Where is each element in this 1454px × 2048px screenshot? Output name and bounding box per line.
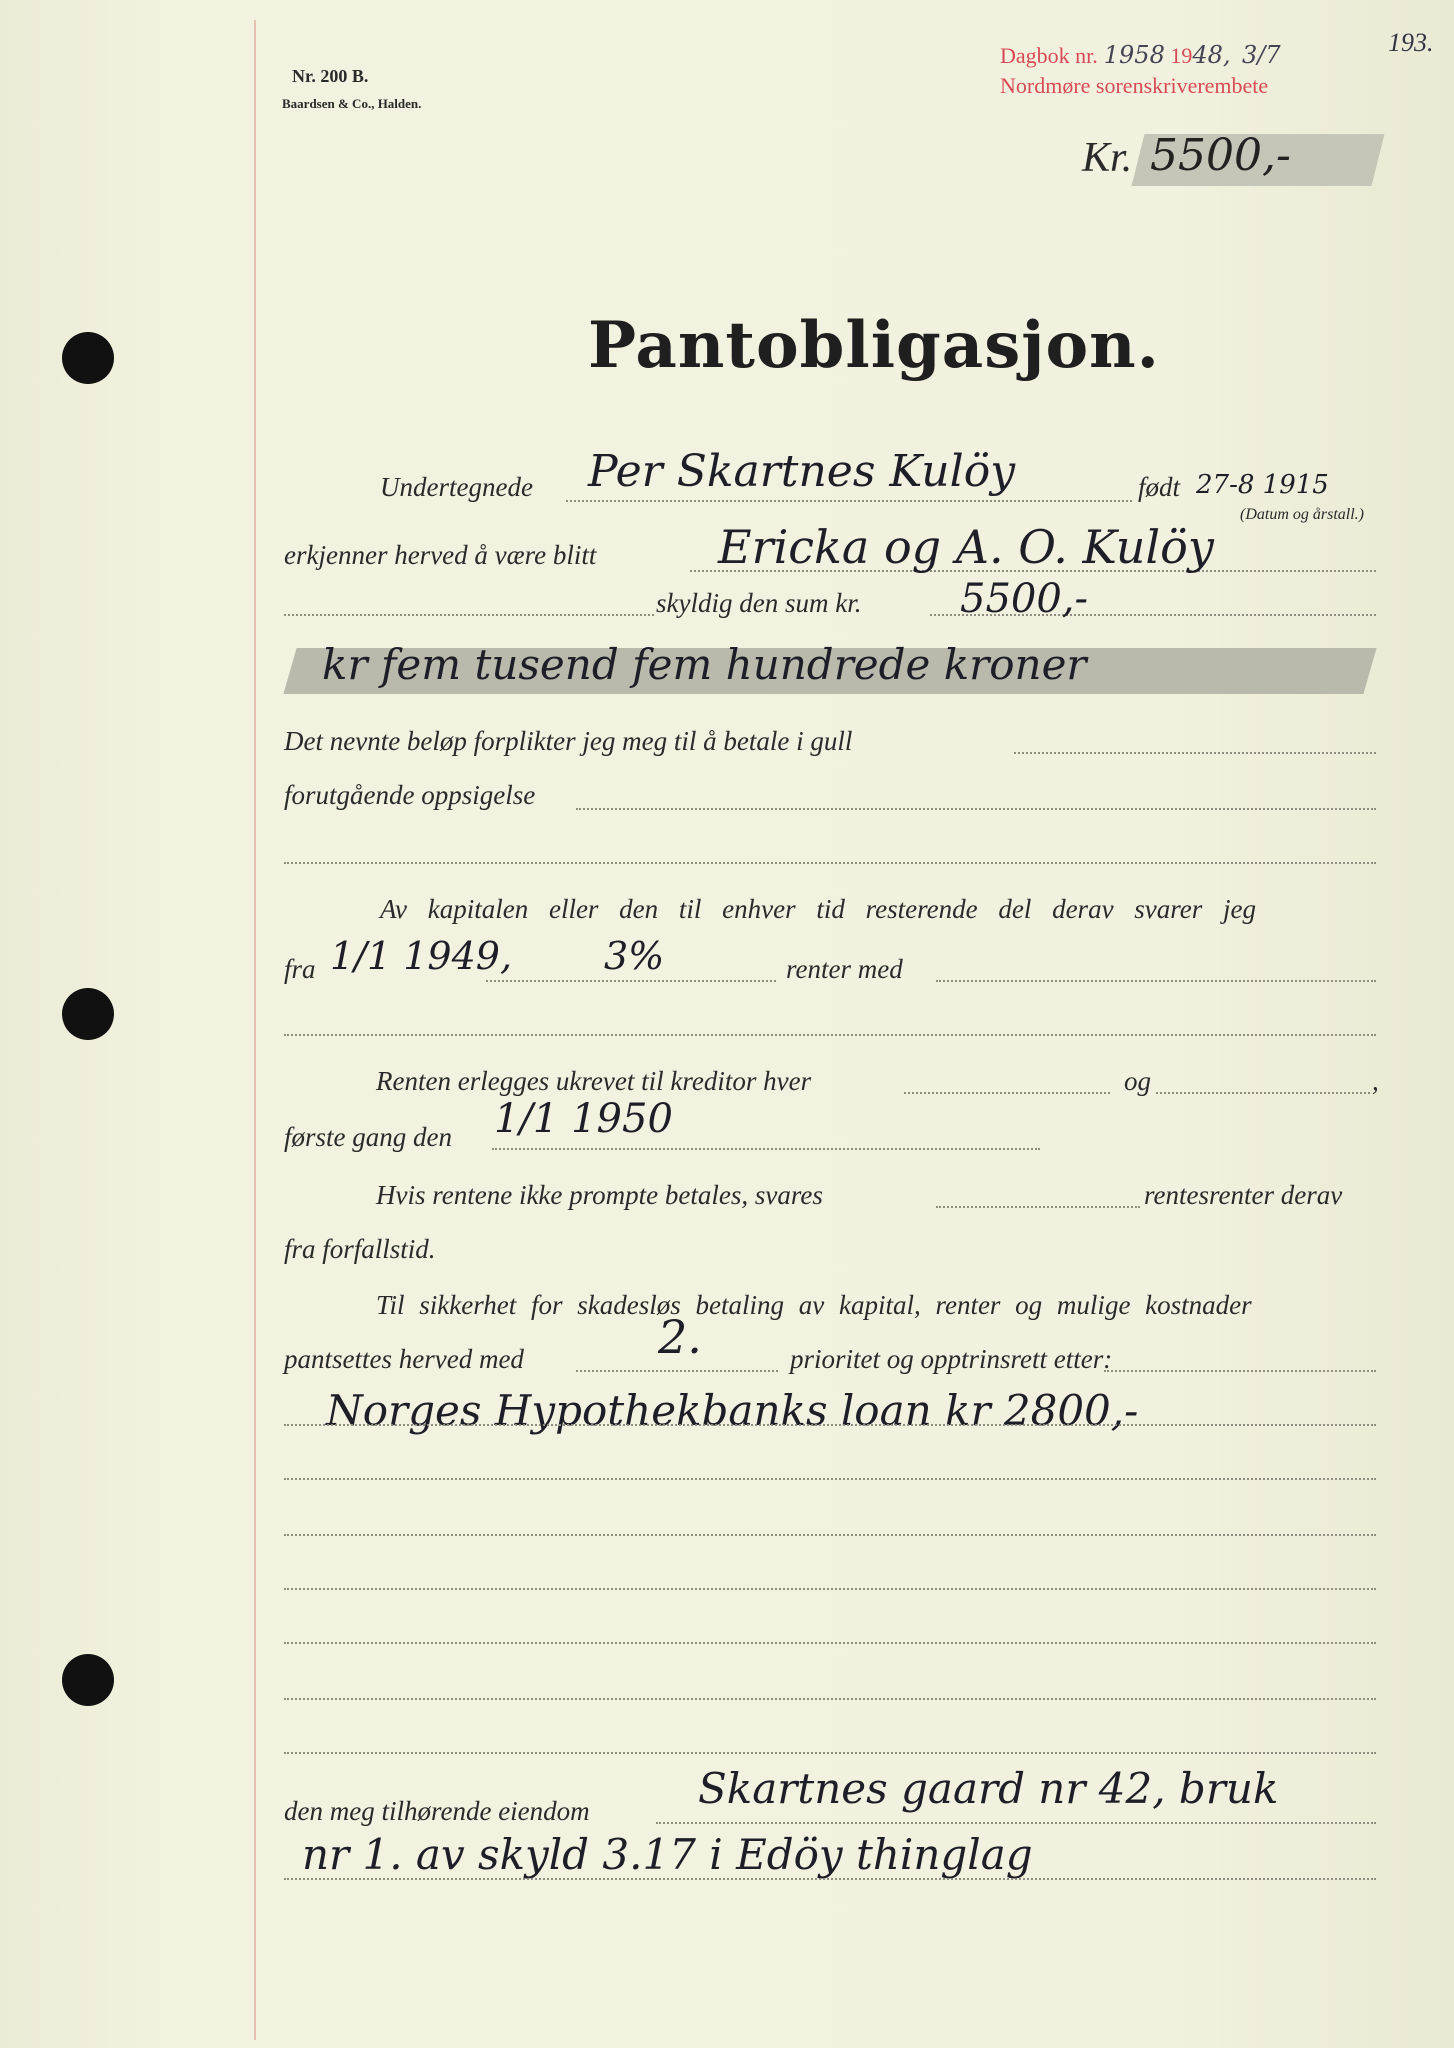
forfall-label: fra forfallstid. [284,1234,436,1264]
skyldig-label: skyldig den sum kr. [656,588,862,618]
dotted-line [492,1148,1040,1150]
undertegnede-value: Per Skartnes Kulöy [588,446,1016,497]
amount-label: Kr. [1082,135,1133,181]
dotted-line [284,1034,1376,1036]
dotted-line [1014,752,1376,754]
rate-value: 3% [604,934,665,978]
dotted-line [284,1424,1376,1426]
erkjenner-label: erkjenner herved å være blitt [284,540,597,570]
prioritet-value: 2. [658,1310,702,1364]
fra-value: 1/1 1949, [330,934,513,978]
stamp-number: 1958 [1103,41,1165,69]
eiendom-label: den meg tilhørende eiendom [284,1796,590,1826]
undertegnede-label: Undertegnede [380,472,533,502]
dotted-line [284,1534,1376,1536]
eiendom-value-continued: nr 1. av skyld 3.17 i Edöy thinglag [302,1830,1033,1879]
printer-name: Baardsen & Co., Halden. [282,96,422,111]
stamp-date: 3/7 [1242,41,1281,69]
dotted-line [284,1642,1376,1644]
dotted-line [936,1206,1140,1208]
comma: , [1372,1066,1379,1096]
sikkerhet-text: Til sikkerhet for skadesløs betaling av kapital, renter og mulige kostnader [376,1290,1252,1320]
dotted-line [904,1092,1110,1094]
punch-hole [62,332,114,384]
og-label: og [1124,1066,1151,1096]
fodt-hint: (Datum og årstall.) [1240,506,1364,523]
fodt-label: født [1138,472,1181,502]
forste-label: første gang den [284,1122,452,1152]
stamp-year-handwritten: 48, [1192,41,1231,69]
renter-label: renter med [786,954,903,984]
dotted-line [284,862,1376,864]
dotted-line [284,1588,1376,1590]
registry-stamp [1000,40,1281,101]
dotted-line [284,1878,1376,1880]
amount-value: 5500,- [1150,130,1291,181]
oppsigelse-label: forutgående oppsigelse [284,780,536,810]
page-number: 193. [1388,28,1434,57]
dotted-line [936,980,1376,982]
dotted-line [656,1822,1376,1824]
dotted-line [1156,1092,1370,1094]
dotted-line [284,1752,1376,1754]
stamp-year: 19 [1170,43,1193,68]
prioritet-detail: Norges Hypothekbanks loan kr 2800,- [326,1386,1139,1435]
pantsettes-label: pantsettes herved med [284,1344,524,1374]
dotted-line [284,1478,1376,1480]
sum-in-words: kr fem tusend fem hundrede kroner [322,640,1087,689]
erkjenner-value: Ericka og A. O. Kulöy [718,520,1214,574]
eiendom-value: Skartnes gaard nr 42, bruk [698,1764,1279,1813]
dotted-line [486,980,776,982]
gull-text: Det nevnte beløp forplikter jeg meg til å betale i gull [284,726,853,756]
dotted-line [284,614,654,616]
dotted-line [566,500,1132,502]
document-title: Pantobligasjon. [588,308,1160,383]
fra-label: fra [284,954,316,984]
renten-label: Renten erlegges ukrevet til kreditor hver [376,1066,812,1096]
dotted-line [284,1698,1376,1700]
punch-hole [62,988,114,1040]
form-number: Nr. 200 B. [292,66,369,86]
stamp-label: Dagbok nr. [1000,43,1098,68]
dotted-line [1104,1370,1376,1372]
dotted-line [576,808,1376,810]
stamp-office: Nordmøre sorenskriverembete [1000,73,1269,98]
dotted-line [576,1370,778,1372]
prioritet-label: prioritet og opptrinsrett etter: [790,1344,1113,1374]
fodt-value: 27-8 1915 [1196,470,1329,500]
skyldig-value: 5500,- [960,576,1089,622]
hvis-label: Hvis rentene ikke prompte betales, svares [376,1180,823,1210]
punch-hole [62,1654,114,1706]
kapital-text: Av kapitalen eller den til enhver tid resterende del derav svarer jeg [380,894,1257,924]
margin-line [254,20,256,2040]
forste-value: 1/1 1950 [494,1096,673,1142]
rentesrenter-label: rentesrenter derav [1144,1180,1343,1210]
